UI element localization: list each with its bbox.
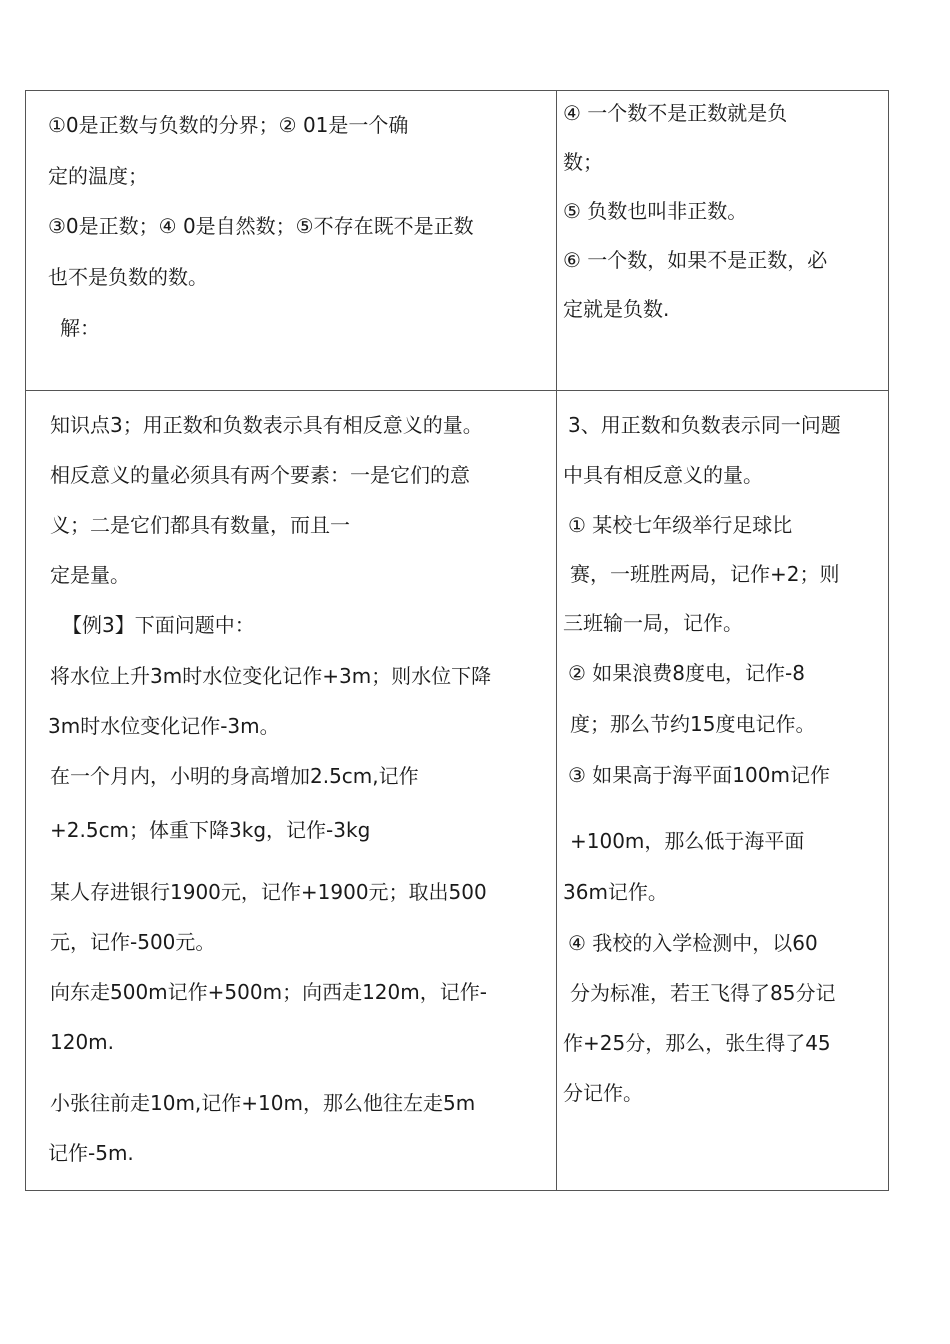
column-divider bbox=[556, 90, 557, 1191]
text-line: 度；那么节约15度电记作。 bbox=[570, 712, 816, 736]
text-line: ④ 我校的入学检测中，以60 bbox=[568, 931, 818, 955]
text-line: 记作-5m. bbox=[48, 1141, 134, 1165]
text-line: 义；二是它们都具有数量，而且一 bbox=[50, 513, 350, 537]
text-line: 也不是负数的数。 bbox=[48, 265, 208, 289]
row-divider bbox=[25, 390, 889, 391]
text-line: 数； bbox=[563, 150, 603, 174]
text-line: ⑤ 负数也叫非正数。 bbox=[563, 199, 748, 223]
text-line: 元，记作-500元。 bbox=[50, 930, 216, 954]
text-line: 中具有相反意义的量。 bbox=[563, 463, 763, 487]
text-line: 定是量。 bbox=[50, 563, 130, 587]
text-line: 三班输一局，记作。 bbox=[563, 611, 743, 635]
text-line: 赛，一班胜两局，记作+2；则 bbox=[570, 562, 840, 586]
text-line: 将水位上升3m时水位变化记作+3m；则水位下降 bbox=[50, 664, 492, 688]
text-line: 分记作。 bbox=[563, 1081, 643, 1105]
text-line: 120m. bbox=[50, 1030, 115, 1054]
text-line: 小张往前走10m,记作+10m，那么他往左走5m bbox=[50, 1091, 476, 1115]
text-line: ③ 如果高于海平面100m记作 bbox=[568, 763, 830, 787]
text-line: 向东走500m记作+500m；向西走120m，记作- bbox=[50, 980, 487, 1004]
solution-label: 解： bbox=[60, 316, 100, 340]
text-line: ⑥ 一个数，如果不是正数，必 bbox=[563, 248, 828, 272]
text-line: +2.5cm；体重下降3kg，记作-3kg bbox=[50, 818, 371, 842]
text-line: 定就是负数. bbox=[563, 297, 670, 321]
text-line: 相反意义的量必须具有两个要素：一是它们的意 bbox=[50, 463, 470, 487]
text-line: ② 如果浪费8度电，记作-8 bbox=[568, 661, 805, 685]
text-line: ③0是正数；④ 0是自然数；⑤不存在既不是正数 bbox=[48, 214, 474, 238]
text-line: 分为标准，若王飞得了85分记 bbox=[570, 981, 836, 1005]
text-line: 36m记作。 bbox=[563, 880, 668, 904]
problem-heading: 3、用正数和负数表示同一问题 bbox=[568, 413, 841, 437]
text-line: 作+25分，那么，张生得了45 bbox=[563, 1031, 831, 1055]
text-line: ①0是正数与负数的分界；② 01是一个确 bbox=[48, 113, 409, 137]
text-line: +100m，那么低于海平面 bbox=[570, 829, 805, 853]
text-line: ① 某校七年级举行足球比 bbox=[568, 513, 793, 537]
text-line: 某人存进银行1900元，记作+1900元；取出500 bbox=[50, 880, 487, 904]
text-line: 3m时水位变化记作-3m。 bbox=[48, 714, 280, 738]
knowledge-point-heading: 知识点3；用正数和负数表示具有相反意义的量。 bbox=[50, 413, 483, 437]
text-line: 在一个月内，小明的身高增加2.5cm,记作 bbox=[50, 764, 419, 788]
text-line: ④ 一个数不是正数就是负 bbox=[563, 101, 788, 125]
example-heading: 【例3】下面问题中： bbox=[62, 613, 255, 637]
text-line: 定的温度； bbox=[48, 164, 148, 188]
